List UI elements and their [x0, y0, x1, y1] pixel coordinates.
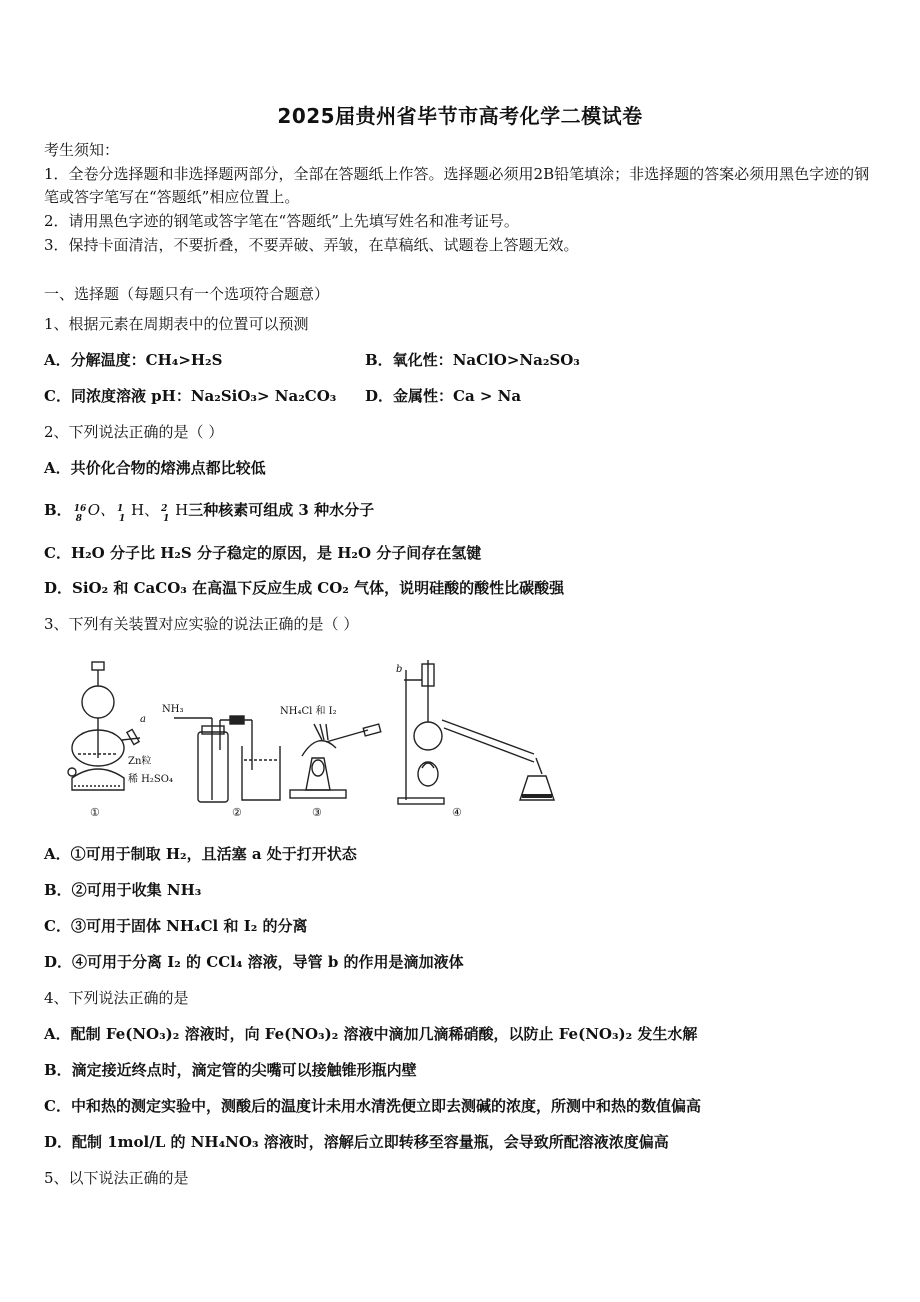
- page-title: 2025届贵州省毕节市高考化学二模试卷: [277, 104, 643, 128]
- label-nh3: NH₃: [162, 704, 184, 715]
- q1-option-a[interactable]: [44, 350, 222, 370]
- q2-option-c[interactable]: C．H₂O 分子比 H₂S 分子稳定的原因，是 H₂O 分子间存在氢键: [44, 544, 482, 562]
- q1-option-c-text: Na₂SiO₃> Na₂CO₃: [190, 387, 337, 405]
- label-n3: ③: [312, 806, 322, 819]
- label-b: b: [396, 664, 403, 675]
- q4-option-a[interactable]: A．配制 Fe(NO₃)₂ 溶液时，向 Fe(NO₃)₂ 溶液中滴加几滴稀硝酸，以防止 Fe(NO₃)₂ 发生水解: [44, 1025, 698, 1043]
- q3-option-c[interactable]: C．③可用于固体 NH₄Cl 和 I₂ 的分离: [44, 917, 308, 935]
- notice-heading: 考生须知：: [44, 141, 120, 159]
- label-nh4cl: NH₄Cl 和 I₂: [280, 706, 337, 717]
- q1-option-d-label: D．金属性：: [365, 387, 454, 405]
- apparatus-figure: [44, 650, 564, 822]
- q2-option-d[interactable]: D．SiO₂ 和 CaCO₃ 在高温下反应生成 CO₂ 气体，说明硅酸的酸性比碳酸强: [44, 579, 565, 597]
- isotope-o16-symbol: O、: [87, 501, 115, 519]
- q3-option-d[interactable]: D．④可用于分离 I₂ 的 CCl₄ 溶液，导管 b 的作用是滴加液体: [44, 953, 464, 971]
- q4-option-d[interactable]: D．配制 1mol/L 的 NH₄NO₃ 溶液时，溶解后立即转移至容量瓶，会导致所配溶液浓度偏高: [44, 1133, 669, 1151]
- notice-item-1: 1．全卷分选择题和非选择题两部分，全部在答题纸上作答。选择题必须用2B铅笔填涂；非选择题的答案必须用黑色字迹的钢笔或答字笔写在“答题纸”相应位置上。: [44, 165, 870, 206]
- label-zn: Zn粒: [128, 756, 152, 767]
- q3-option-b[interactable]: B．②可用于收集 NH₃: [44, 881, 202, 899]
- apparatus-4: [398, 660, 554, 804]
- q2-option-b[interactable]: [44, 500, 375, 524]
- isotope-o16: [72, 501, 88, 524]
- isotope-h1: [115, 501, 131, 524]
- q1-option-c[interactable]: [44, 386, 336, 406]
- q1-option-b[interactable]: [365, 350, 580, 370]
- label-n4: ④: [452, 806, 462, 819]
- isotope-h1-mass: 1: [117, 504, 124, 514]
- q2-stem: 2、下列说法正确的是（ ）: [44, 423, 224, 441]
- apparatus-3: [290, 724, 381, 798]
- isotope-h1-symbol: H、: [131, 501, 160, 519]
- q2-option-a[interactable]: A．共价化合物的熔沸点都比较低: [44, 459, 266, 477]
- q5-stem: 5、以下说法正确的是: [44, 1169, 189, 1187]
- label-n2: ②: [232, 806, 242, 819]
- section-heading: 一、选择题（每题只有一个选项符合题意）: [44, 285, 330, 303]
- isotope-h2: [159, 501, 175, 524]
- apparatus-2: [174, 716, 280, 802]
- q1-option-d[interactable]: [365, 386, 521, 406]
- q3-option-a[interactable]: A．①可用于制取 H₂，且活塞 a 处于打开状态: [44, 845, 357, 863]
- q1-option-c-label: C．同浓度溶液 pH：: [44, 387, 191, 405]
- q4-option-c[interactable]: C．中和热的测定实验中，测酸后的温度计未用水清洗便立即去测碱的浓度，所测中和热的数值偏高: [44, 1097, 701, 1115]
- isotope-o16-mass: 16: [73, 504, 87, 514]
- label-acid: 稀 H₂SO₄: [128, 774, 173, 785]
- q1-option-a-label: A．分解温度：: [44, 351, 146, 369]
- label-a: a: [140, 714, 146, 725]
- q1-option-d-text: Ca > Na: [453, 387, 522, 405]
- isotope-h2-mass: 2: [161, 504, 168, 514]
- q4-option-b[interactable]: B．滴定接近终点时，滴定管的尖嘴可以接触锥形瓶内壁: [44, 1061, 417, 1079]
- q1-option-b-text: NaClO>Na₂SO₃: [452, 351, 580, 369]
- q1-stem: 1、根据元素在周期表中的位置可以预测: [44, 315, 309, 333]
- q1-option-a-text: CH₄>H₂S: [145, 351, 223, 369]
- notice-item-3: 3．保持卡面清洁，不要折叠，不要弄破、弄皱，在草稿纸、试题卷上答题无效。: [44, 236, 579, 254]
- isotope-h2-number: 1: [163, 514, 170, 524]
- q4-stem: 4、下列说法正确的是: [44, 989, 189, 1007]
- q2-option-b-prefix: B．: [44, 501, 72, 519]
- notice-item-2: 2．请用黑色字迹的钢笔或答字笔在“答题纸”上先填写姓名和准考证号。: [44, 212, 519, 230]
- isotope-h2-symbol: H: [175, 501, 189, 519]
- label-n1: ①: [90, 806, 100, 819]
- isotope-h1-number: 1: [119, 514, 126, 524]
- q2-option-b-suffix: 三种核素可组成 3 种水分子: [188, 501, 375, 519]
- q3-stem: 3、下列有关装置对应实验的说法正确的是（ ）: [44, 615, 359, 633]
- apparatus-1: [68, 662, 140, 790]
- q1-option-b-label: B．氧化性：: [365, 351, 453, 369]
- isotope-o16-number: 8: [75, 514, 82, 524]
